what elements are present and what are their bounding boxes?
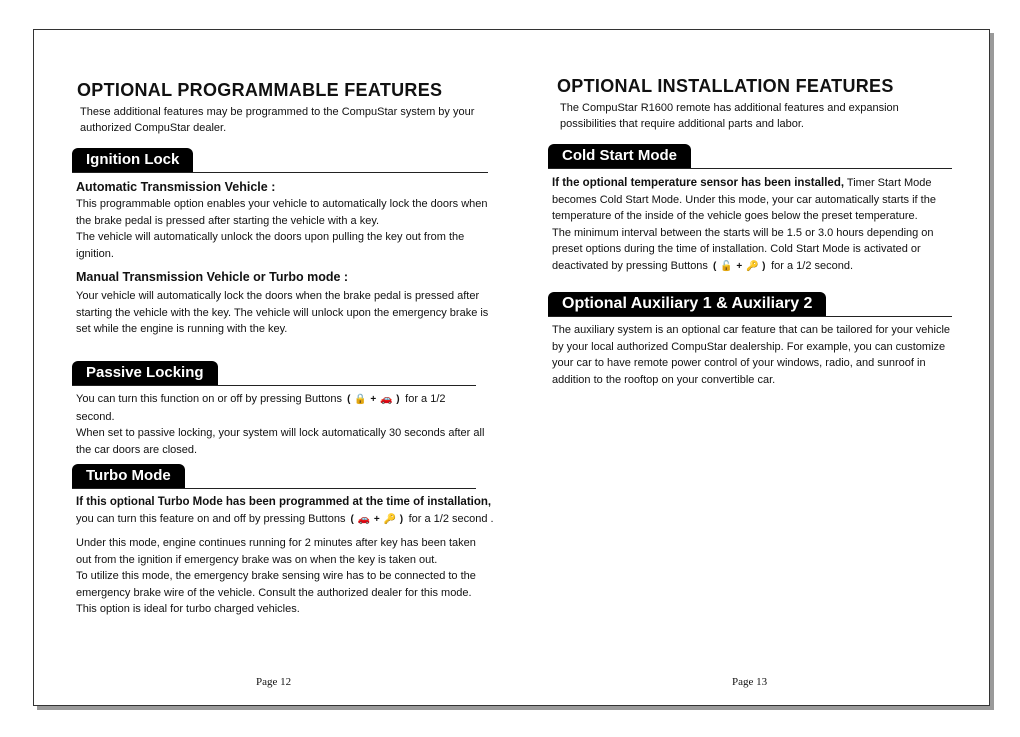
lead-text: If this optional Turbo Mode has been programmed at the time of installation,: [76, 496, 492, 508]
section-tab: Cold Start Mode: [548, 144, 691, 168]
body-text: Timer Start Mode becomes Cold Start Mode. Under this mode, your car automatically starts if the temperature of the inside of the vehicle goes below the preset temperature.: [552, 177, 936, 222]
body-text: To utilize this mode, the emergency brake sensing wire has to be connected to the emergency brake wire of the vehicle. Consult the authorized dealer for this mode.: [76, 570, 476, 599]
paragraph: [76, 494, 496, 528]
body-text: you can turn this feature on and off by pressing Buttons: [76, 512, 346, 525]
lock-car-buttons-icon: ( 🔒 + 🚗 ): [347, 394, 401, 405]
page-number: Page 13: [732, 676, 768, 688]
paragraph: [76, 196, 491, 262]
intro-text: The CompuStar R1600 remote has additional features and expansion possibilities that require additional parts and labor.: [560, 102, 899, 130]
car-key-buttons-icon: ( 🚗 + 🔑 ): [350, 513, 404, 525]
manual-spread: [33, 29, 990, 706]
unlock-key-buttons-icon: ( 🔓 + 🔑 ): [713, 260, 767, 272]
body-text: for a 1/2 second .: [408, 512, 494, 525]
section-tab: Ignition Lock: [72, 148, 193, 172]
paragraph: [76, 535, 481, 618]
body-text: for a 1/2 second.: [771, 259, 854, 272]
paragraph: The auxiliary system is an optional car feature that can be tailored for your vehicle by your local authorized CompuStar dealership. For example, you can customize your car to have remote power control of your windows, radio, and sunroof in addition to the rooftop on your convertible car.: [552, 324, 951, 386]
intro-text: These additional features may be programmed to the CompuStar system by your authorized CompuStar dealer.: [80, 106, 475, 134]
paragraph: Your vehicle will automatically lock the doors when the brake pedal is pressed after starting the vehicle with the key. The vehicle will unlock upon the emergency brake is set while the engine is running with the key.: [76, 290, 489, 335]
lead-text: If the optional temperature sensor has been installed,: [552, 177, 845, 189]
section-header-passive-locking: [72, 361, 476, 386]
body-text: You can turn this function on or off by pressing Buttons: [76, 393, 343, 405]
section-header-auxiliary: [548, 292, 952, 317]
subheading-manual: Manual Transmission Vehicle or Turbo mode :: [76, 270, 349, 284]
section-tab: Turbo Mode: [72, 464, 185, 488]
paragraph: [76, 391, 486, 458]
page-title: OPTIONAL PROGRAMMABLE FEATURES: [77, 80, 443, 100]
body-text: Under this mode, engine continues running for 2 minutes after key has been taken out from the ignition if emergency brake was on when the key is taken out.: [76, 537, 476, 566]
body-text: This programmable option enables your vehicle to automatically lock the doors when the brake pedal is pressed after starting the vehicle with a key.: [76, 198, 488, 227]
section-tab: Optional Auxiliary 1 & Auxiliary 2: [548, 292, 826, 316]
body-text: The vehicle will automatically unlock the doors upon pulling the key out from the ignition.: [76, 231, 465, 260]
paragraph: [552, 175, 957, 275]
body-text: This option is ideal for turbo charged vehicles.: [76, 603, 300, 615]
section-tab: Passive Locking: [72, 361, 218, 385]
section-header-turbo-mode: [72, 464, 476, 489]
page-title: OPTIONAL INSTALLATION FEATURES: [557, 76, 894, 96]
subheading-automatic: Automatic Transmission Vehicle :: [76, 180, 276, 194]
section-header-ignition-lock: [72, 148, 488, 173]
page-number: Page 12: [256, 676, 292, 688]
body-text: for a 1/2 second.: [76, 393, 446, 423]
section-header-cold-start: [548, 144, 952, 169]
body-text: When set to passive locking, your system will lock automatically 30 seconds after all the car doors are closed.: [76, 427, 485, 456]
body-text: The minimum interval between the starts will be 1.5 or 3.0 hours depending on preset options during the time of installation. Cold Start Mode is activated or deactivated by pressing Buttons: [552, 226, 934, 272]
